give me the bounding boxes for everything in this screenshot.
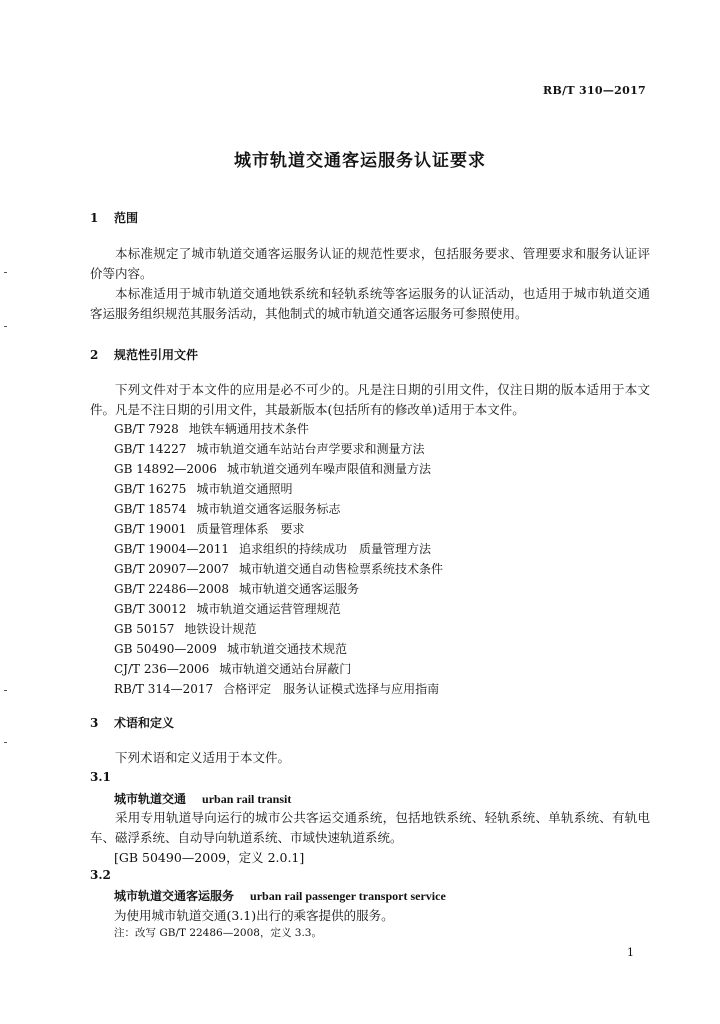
- section-1-para-1: 本标准规定了城市轨道交通客运服务认证的规范性要求，包括服务要求、管理要求和服务认证评价等内容。: [90, 246, 650, 281]
- reference-item: [114, 540, 431, 557]
- reference-title: 城市轨道交通自动售检票系统技术条件: [238, 562, 443, 576]
- term-note: 注：改写 GB/T 22486—2008，定义 3.3。: [114, 927, 322, 939]
- reference-code: GB/T 18574: [114, 502, 187, 516]
- reference-code: GB/T 19004—2011: [114, 542, 229, 556]
- term-definition: 采用专用轨道导向运行的城市公共客运交通系统，包括地铁系统、轻轨系统、单轨系统、有轨电车、磁浮系统、自动导向轨道系统、市域快速轨道系统。: [90, 810, 650, 845]
- section-number: 1: [90, 211, 99, 225]
- reference-code: GB/T 22486—2008: [114, 582, 229, 596]
- page-number: 1: [627, 946, 634, 959]
- term-source: [GB 50490—2009，定义 2.0.1]: [114, 850, 305, 865]
- reference-code: RB/T 314—2017: [114, 682, 214, 696]
- reference-title: 质量管理体系 要求: [196, 522, 305, 536]
- section-number: 3: [90, 716, 99, 730]
- margin-mark: [4, 272, 7, 273]
- document-title: 城市轨道交通客运服务认证要求: [234, 151, 486, 171]
- reference-title: 城市轨道交通列车噪声限值和测量方法: [226, 462, 431, 476]
- reference-title: 城市轨道交通站台屏蔽门: [219, 662, 352, 676]
- margin-mark: [4, 690, 7, 691]
- term-heading: [114, 887, 446, 904]
- reference-code: GB/T 20907—2007: [114, 562, 229, 576]
- section-title: 术语和定义: [114, 716, 175, 730]
- reference-title: 合格评定 服务认证模式选择与应用指南: [223, 682, 440, 696]
- reference-item: [114, 480, 292, 497]
- section-3-heading: [90, 714, 174, 731]
- section-title: 范围: [114, 211, 139, 225]
- reference-title: 城市轨道交通运营管理规范: [196, 602, 341, 616]
- reference-title: 城市轨道交通技术规范: [226, 642, 347, 656]
- reference-code: GB/T 7928: [114, 422, 179, 436]
- reference-code: GB 50490—2009: [114, 642, 217, 656]
- reference-item: [114, 680, 439, 697]
- reference-code: GB/T 16275: [114, 482, 187, 496]
- reference-code: GB/T 19001: [114, 522, 187, 536]
- margin-mark: [4, 742, 7, 743]
- term-definition: 为使用城市轨道交通(3.1)出行的乘客提供的服务。: [114, 908, 394, 923]
- reference-title: 地铁设计规范: [184, 622, 257, 636]
- term-number: 3.1: [90, 770, 111, 784]
- reference-title: 地铁车辆通用技术条件: [188, 422, 309, 436]
- reference-title: 追求组织的持续成功 质量管理方法: [238, 542, 431, 556]
- reference-title: 城市轨道交通照明: [196, 482, 293, 496]
- term-en: urban rail passenger transport service: [250, 889, 446, 903]
- reference-code: GB/T 14227: [114, 442, 187, 456]
- section-3-intro: 下列术语和定义适用于本文件。: [115, 750, 291, 765]
- term-cn: 城市轨道交通: [114, 792, 187, 806]
- reference-item: [114, 620, 256, 637]
- reference-item: [114, 520, 304, 537]
- reference-item: [114, 600, 340, 617]
- term-en: urban rail transit: [202, 792, 292, 806]
- reference-code: GB 50157: [114, 622, 175, 636]
- section-title: 规范性引用文件: [114, 348, 199, 362]
- reference-item: [114, 660, 351, 677]
- reference-item: [114, 440, 424, 457]
- section-number: 2: [90, 348, 99, 362]
- reference-item: [114, 580, 359, 597]
- section-1-para-2: 本标准适用于城市轨道交通地铁系统和轻轨系统等客运服务的认证活动，也适用于城市轨道交通客运服务组织规范其服务活动，其他制式的城市轨道交通客运服务可参照使用。: [90, 286, 650, 321]
- margin-mark: [4, 326, 7, 327]
- document-code: RB/T 310—2017: [543, 84, 646, 97]
- reference-item: [114, 420, 309, 437]
- reference-item: [114, 560, 443, 577]
- reference-code: CJ/T 236—2006: [114, 662, 210, 676]
- reference-code: GB 14892—2006: [114, 462, 217, 476]
- reference-item: [114, 640, 347, 657]
- term-number: 3.2: [90, 868, 111, 882]
- reference-title: 城市轨道交通车站站台声学要求和测量方法: [196, 442, 425, 456]
- reference-title: 城市轨道交通客运服务: [238, 582, 359, 596]
- reference-code: GB/T 30012: [114, 602, 187, 616]
- reference-title: 城市轨道交通客运服务标志: [196, 502, 341, 516]
- term-cn: 城市轨道交通客运服务: [114, 889, 235, 903]
- term-heading: [114, 790, 291, 807]
- section-2-intro: 下列文件对于本文件的应用是必不可少的。凡是注日期的引用文件，仅注日期的版本适用于本文件。凡是不注日期的引用文件，其最新版本(包括所有的修改单)适用于本文件。: [90, 382, 650, 417]
- section-1-heading: [90, 209, 138, 226]
- reference-item: [114, 460, 431, 477]
- section-2-heading: [90, 346, 198, 363]
- reference-item: [114, 500, 340, 517]
